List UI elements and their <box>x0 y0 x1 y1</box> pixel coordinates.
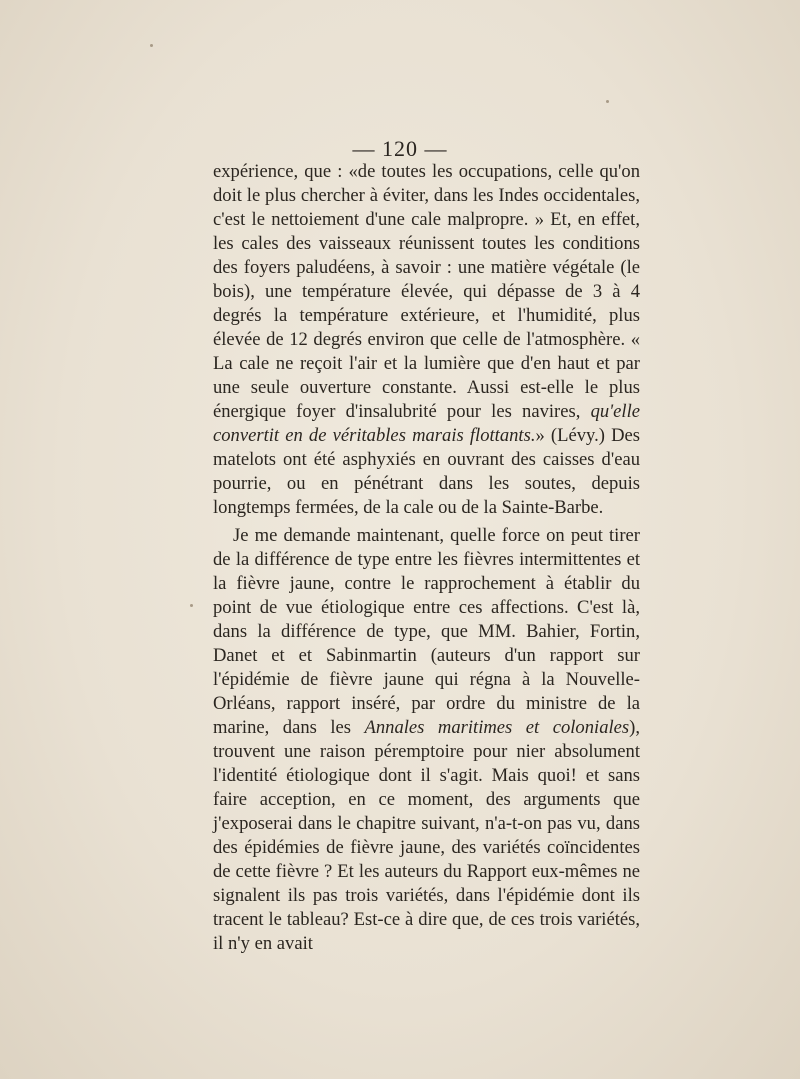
paragraph-2-text-a: Je me demande maintenant, quelle force on peut tirer de la différence de type entre les fièvres intermittentes et la fièvre jaune, contre le rapprochement à établir du point de vue étiologique entre ces affections. C'est là, dans la différence de type, que MM. Bahier, Fortin, Danet et et Sabinmartin (auteurs d'un rapport sur l'épidémie de fièvre jaune qui régna à la Nouvelle-Orléans, rapport inséré, par ordre du ministre de la marine, dans les <box>213 525 640 738</box>
body-text <box>213 160 640 956</box>
paragraph-1-italic-quote: qu'elle convertit en de véritables marais flottants. <box>213 401 640 446</box>
paragraph-1 <box>213 160 640 520</box>
paper-speck <box>606 100 609 103</box>
paragraph-2-italic-title: Annales maritimes et coloniales <box>364 717 630 738</box>
paragraph-2-text-b: ), trouvent une raison péremptoire pour nier absolument l'identité étiologique dont il s'agit. Mais quoi! et sans faire acception, en ce moment, des arguments que j'exposerai dans le chapitre suivant, n'a-t-on pas vu, dans des épidémies de fièvre jaune, des variétés coïncidentes de cette fièvre ? Et les auteurs du Rapport eux-mêmes ne signalent ils pas trois variétés, dans l'épidémie dont ils tracent le tableau? Est-ce à dire que, de ces trois variétés, il n'y en avait <box>213 717 640 954</box>
paper-speck <box>190 604 193 607</box>
paragraph-1-text-b: » (Lévy.) Des matelots ont été asphyxiés en ouvrant des caisses d'eau pourrie, ou en pénétrant dans les soutes, depuis longtemps fermées, de la cale ou de la Sainte-Barbe. <box>213 425 640 518</box>
page-number: — 120 — <box>352 136 448 161</box>
paragraph-1-text-a: expérience, que : «de toutes les occupations, celle qu'on doit le plus chercher à éviter, dans les Indes occidentales, c'est le nettoiement d'une cale malpropre. » Et, en effet, les cales des vaisseaux réunissent toutes les conditions des foyers paludéens, à savoir : une matière végétale (le bois), une température élevée, qui dépasse de 3 à 4 degrés la température extérieure, et l'humidité, plus élevée de 12 degrés environ que celle de l'atmosphère. « La cale ne reçoit l'air et la lumière que d'en haut et par une seule ouverture constante. Aussi est-elle le plus énergique foyer d'insalubrité pour les navires, <box>213 161 640 422</box>
paper-speck <box>150 44 153 47</box>
paragraph-2 <box>213 524 640 956</box>
